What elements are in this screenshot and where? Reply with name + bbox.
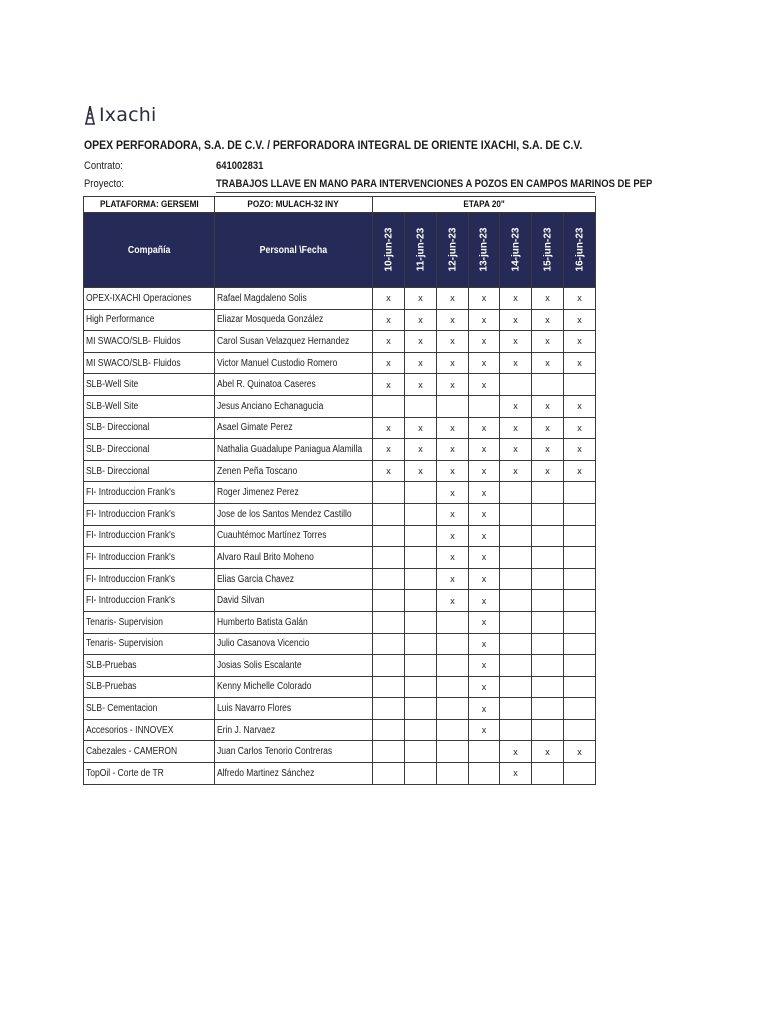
attendance-mark: x xyxy=(373,460,405,482)
company-cell: FI- Introduccion Frank's xyxy=(84,590,215,612)
etapa-header: ETAPA 20" xyxy=(373,197,596,213)
empty-cell xyxy=(437,395,469,417)
company-cell: FI- Introduccion Frank's xyxy=(84,525,215,547)
table-row xyxy=(84,352,596,374)
attendance-mark: x xyxy=(437,547,469,569)
attendance-mark: x xyxy=(469,547,500,569)
company-cell: Tenaris- Supervision xyxy=(84,611,215,633)
empty-cell xyxy=(532,698,564,720)
empty-cell xyxy=(373,503,405,525)
date-column-header: 16-jun-23 xyxy=(564,213,596,288)
personal-cell: Jose de los Santos Mendez Castillo xyxy=(215,503,373,525)
table-row xyxy=(84,655,596,677)
empty-cell xyxy=(437,741,469,763)
attendance-mark: x xyxy=(500,439,532,461)
date-column-header: 14-jun-23 xyxy=(500,213,532,288)
table-row xyxy=(84,288,596,310)
personal-cell: Josias Solis Escalante xyxy=(215,655,373,677)
empty-cell xyxy=(373,611,405,633)
empty-cell xyxy=(405,482,437,504)
empty-cell xyxy=(405,741,437,763)
attendance-mark: x xyxy=(469,482,500,504)
personal-cell: Luis Navarro Flores xyxy=(215,698,373,720)
proyecto-row xyxy=(84,178,723,190)
contrato-row xyxy=(84,160,271,172)
attendance-mark: x xyxy=(532,417,564,439)
proyecto-label: Proyecto: xyxy=(84,178,124,190)
attendance-mark: x xyxy=(437,590,469,612)
contrato-value: 641002831 xyxy=(216,160,264,172)
empty-cell xyxy=(437,763,469,785)
company-cell: SLB-Pruebas xyxy=(84,676,215,698)
empty-cell xyxy=(500,503,532,525)
personal-cell: David Silvan xyxy=(215,590,373,612)
attendance-mark: x xyxy=(469,525,500,547)
attendance-mark: x xyxy=(469,655,500,677)
personal-cell: Victor Manuel Custodio Romero xyxy=(215,352,373,374)
empty-cell xyxy=(532,611,564,633)
attendance-mark: x xyxy=(500,460,532,482)
date-column-header: 15-jun-23 xyxy=(532,213,564,288)
empty-cell xyxy=(500,374,532,396)
date-column-header: 13-jun-23 xyxy=(469,213,500,288)
attendance-mark: x xyxy=(469,288,500,310)
attendance-mark: x xyxy=(469,460,500,482)
empty-cell xyxy=(500,676,532,698)
attendance-mark: x xyxy=(564,741,596,763)
company-column-header: Compañía xyxy=(84,213,215,288)
table-row xyxy=(84,547,596,569)
empty-cell xyxy=(437,676,469,698)
attendance-mark: x xyxy=(469,568,500,590)
empty-cell xyxy=(500,590,532,612)
attendance-mark: x xyxy=(405,352,437,374)
attendance-mark: x xyxy=(532,741,564,763)
empty-cell xyxy=(564,719,596,741)
attendance-mark: x xyxy=(373,288,405,310)
empty-cell xyxy=(532,503,564,525)
attendance-mark: x xyxy=(373,374,405,396)
attendance-mark: x xyxy=(500,417,532,439)
empty-cell xyxy=(564,655,596,677)
empty-cell xyxy=(405,633,437,655)
empty-cell xyxy=(532,525,564,547)
table-row xyxy=(84,395,596,417)
company-cell: OPEX-IXACHI Operaciones xyxy=(84,288,215,310)
empty-cell xyxy=(500,547,532,569)
empty-cell xyxy=(373,395,405,417)
attendance-table xyxy=(83,196,596,785)
empty-cell xyxy=(437,633,469,655)
attendance-mark: x xyxy=(373,417,405,439)
empty-cell xyxy=(500,655,532,677)
personal-cell: Abel R. Quinatoa Caseres xyxy=(215,374,373,396)
attendance-mark: x xyxy=(469,633,500,655)
attendance-mark: x xyxy=(437,439,469,461)
company-cell: SLB- Direccional xyxy=(84,460,215,482)
personal-cell: Rafael Magdaleno Solis xyxy=(215,288,373,310)
empty-cell xyxy=(564,698,596,720)
attendance-mark: x xyxy=(469,331,500,353)
table-row xyxy=(84,676,596,698)
table-row xyxy=(84,525,596,547)
company-cell: SLB- Direccional xyxy=(84,417,215,439)
attendance-mark: x xyxy=(564,309,596,331)
attendance-mark: x xyxy=(405,331,437,353)
table-row xyxy=(84,741,596,763)
empty-cell xyxy=(564,763,596,785)
empty-cell xyxy=(564,633,596,655)
table-row xyxy=(84,309,596,331)
empty-cell xyxy=(405,525,437,547)
empty-cell xyxy=(500,698,532,720)
empty-cell xyxy=(405,763,437,785)
table-row xyxy=(84,503,596,525)
personal-cell: Alfredo Martinez Sánchez xyxy=(215,763,373,785)
attendance-mark: x xyxy=(564,460,596,482)
personal-cell: Zenen Peña Toscano xyxy=(215,460,373,482)
personal-cell: Julio Casanova Vicencio xyxy=(215,633,373,655)
empty-cell xyxy=(405,698,437,720)
table-row xyxy=(84,568,596,590)
table-row xyxy=(84,633,596,655)
attendance-mark: x xyxy=(532,460,564,482)
company-logo xyxy=(84,104,156,126)
empty-cell xyxy=(373,633,405,655)
empty-cell xyxy=(373,590,405,612)
empty-cell xyxy=(437,719,469,741)
empty-cell xyxy=(500,719,532,741)
table-row xyxy=(84,590,596,612)
company-cell: Cabezales - CAMERON xyxy=(84,741,215,763)
empty-cell xyxy=(532,633,564,655)
empty-cell xyxy=(437,698,469,720)
attendance-mark: x xyxy=(469,417,500,439)
attendance-mark: x xyxy=(469,309,500,331)
personal-column-header: Personal \Fecha xyxy=(215,213,373,288)
attendance-mark: x xyxy=(437,352,469,374)
table-row xyxy=(84,482,596,504)
empty-cell xyxy=(373,741,405,763)
company-cell: High Performance xyxy=(84,309,215,331)
personal-cell: Alvaro Raul Brito Moheno xyxy=(215,547,373,569)
empty-cell xyxy=(564,525,596,547)
attendance-mark: x xyxy=(437,331,469,353)
attendance-mark: x xyxy=(532,309,564,331)
company-cell: MI SWACO/SLB- Fluidos xyxy=(84,331,215,353)
empty-cell xyxy=(532,719,564,741)
personal-cell: Nathalia Guadalupe Paniagua Alamilla xyxy=(215,439,373,461)
personal-cell: Jesus Anciano Echanagucia xyxy=(215,395,373,417)
empty-cell xyxy=(469,741,500,763)
company-cell: SLB-Well Site xyxy=(84,395,215,417)
empty-cell xyxy=(373,676,405,698)
company-cell: SLB-Well Site xyxy=(84,374,215,396)
company-cell: FI- Introduccion Frank's xyxy=(84,482,215,504)
empty-cell xyxy=(532,676,564,698)
personal-cell: Carol Susan Velazquez Hernandez xyxy=(215,331,373,353)
empty-cell xyxy=(500,568,532,590)
empty-cell xyxy=(405,719,437,741)
empty-cell xyxy=(469,395,500,417)
contrato-label: Contrato: xyxy=(84,160,123,172)
attendance-mark: x xyxy=(437,309,469,331)
attendance-mark: x xyxy=(373,439,405,461)
attendance-mark: x xyxy=(532,395,564,417)
attendance-mark: x xyxy=(564,352,596,374)
attendance-mark: x xyxy=(469,439,500,461)
attendance-mark: x xyxy=(437,288,469,310)
empty-cell xyxy=(564,374,596,396)
attendance-mark: x xyxy=(437,417,469,439)
table-row xyxy=(84,698,596,720)
empty-cell xyxy=(564,482,596,504)
attendance-mark: x xyxy=(500,309,532,331)
empty-cell xyxy=(437,655,469,677)
table-row xyxy=(84,460,596,482)
attendance-mark: x xyxy=(437,482,469,504)
attendance-mark: x xyxy=(500,763,532,785)
empty-cell xyxy=(564,676,596,698)
proyecto-value: TRABAJOS LLAVE EN MANO PARA INTERVENCIONES A POZOS EN CAMPOS MARINOS DE PEP xyxy=(216,178,653,190)
attendance-mark: x xyxy=(532,331,564,353)
attendance-mark: x xyxy=(437,525,469,547)
attendance-mark: x xyxy=(469,590,500,612)
table-row xyxy=(84,439,596,461)
pozo-header: POZO: MULACH-32 INY xyxy=(215,197,373,213)
personal-cell: Juan Carlos Tenorio Contreras xyxy=(215,741,373,763)
company-cell: FI- Introduccion Frank's xyxy=(84,568,215,590)
table-row xyxy=(84,331,596,353)
personal-cell: Erin J. Narvaez xyxy=(215,719,373,741)
empty-cell xyxy=(405,655,437,677)
attendance-mark: x xyxy=(500,741,532,763)
attendance-mark: x xyxy=(437,460,469,482)
company-cell: MI SWACO/SLB- Fluidos xyxy=(84,352,215,374)
table-row xyxy=(84,611,596,633)
empty-cell xyxy=(373,482,405,504)
empty-cell xyxy=(532,482,564,504)
date-column-header: 11-jun-23 xyxy=(405,213,437,288)
attendance-mark: x xyxy=(564,331,596,353)
attendance-mark: x xyxy=(532,439,564,461)
personal-cell: Humberto Batista Galán xyxy=(215,611,373,633)
attendance-mark: x xyxy=(500,331,532,353)
personal-cell: Cuauhtémoc Martínez Torres xyxy=(215,525,373,547)
company-cell: TopOil - Corte de TR xyxy=(84,763,215,785)
attendance-mark: x xyxy=(405,309,437,331)
attendance-mark: x xyxy=(405,460,437,482)
empty-cell xyxy=(405,503,437,525)
logo-text: Ixachi xyxy=(99,104,157,126)
company-cell: Accesorios - INNOVEX xyxy=(84,719,215,741)
attendance-mark: x xyxy=(437,374,469,396)
attendance-mark: x xyxy=(500,352,532,374)
company-cell: SLB-Pruebas xyxy=(84,655,215,677)
empty-cell xyxy=(405,676,437,698)
empty-cell xyxy=(373,568,405,590)
empty-cell xyxy=(437,611,469,633)
empty-cell xyxy=(532,655,564,677)
attendance-mark: x xyxy=(469,676,500,698)
empty-cell xyxy=(469,763,500,785)
date-column-header: 12-jun-23 xyxy=(437,213,469,288)
table-row xyxy=(84,763,596,785)
empty-cell xyxy=(500,611,532,633)
attendance-mark: x xyxy=(373,309,405,331)
drilling-rig-icon xyxy=(84,105,96,125)
proyecto-underline xyxy=(216,192,595,193)
empty-cell xyxy=(500,633,532,655)
empty-cell xyxy=(405,611,437,633)
empty-cell xyxy=(500,482,532,504)
empty-cell xyxy=(564,568,596,590)
table-row xyxy=(84,719,596,741)
date-column-header: 10-jun-23 xyxy=(373,213,405,288)
empty-cell xyxy=(373,763,405,785)
company-cell: FI- Introduccion Frank's xyxy=(84,547,215,569)
empty-cell xyxy=(532,590,564,612)
empty-cell xyxy=(564,503,596,525)
empty-cell xyxy=(405,547,437,569)
table-row xyxy=(84,374,596,396)
attendance-mark: x xyxy=(564,395,596,417)
personal-cell: Eliazar Mosqueda González xyxy=(215,309,373,331)
empty-cell xyxy=(532,763,564,785)
empty-cell xyxy=(373,525,405,547)
personal-cell: Elias Garcia Chavez xyxy=(215,568,373,590)
company-heading: OPEX PERFORADORA, S.A. DE C.V. / PERFORADORA INTEGRAL DE ORIENTE IXACHI, S.A. DE C.V. xyxy=(84,138,583,152)
attendance-mark: x xyxy=(405,288,437,310)
attendance-mark: x xyxy=(564,288,596,310)
personal-cell: Roger Jimenez Perez xyxy=(215,482,373,504)
attendance-mark: x xyxy=(469,611,500,633)
attendance-mark: x xyxy=(469,719,500,741)
attendance-mark: x xyxy=(437,568,469,590)
attendance-mark: x xyxy=(469,352,500,374)
empty-cell xyxy=(532,374,564,396)
company-cell: SLB- Direccional xyxy=(84,439,215,461)
empty-cell xyxy=(373,698,405,720)
empty-cell xyxy=(564,611,596,633)
empty-cell xyxy=(373,547,405,569)
empty-cell xyxy=(564,547,596,569)
empty-cell xyxy=(405,590,437,612)
attendance-mark: x xyxy=(500,395,532,417)
attendance-mark: x xyxy=(469,698,500,720)
attendance-mark: x xyxy=(405,374,437,396)
table-row xyxy=(84,417,596,439)
attendance-mark: x xyxy=(469,503,500,525)
empty-cell xyxy=(564,590,596,612)
attendance-mark: x xyxy=(405,439,437,461)
plataforma-header: PLATAFORMA: GERSEMI xyxy=(84,197,215,213)
attendance-mark: x xyxy=(564,439,596,461)
attendance-mark: x xyxy=(469,374,500,396)
company-cell: FI- Introduccion Frank's xyxy=(84,503,215,525)
attendance-mark: x xyxy=(373,352,405,374)
empty-cell xyxy=(532,547,564,569)
attendance-mark: x xyxy=(564,417,596,439)
attendance-mark: x xyxy=(405,417,437,439)
attendance-mark: x xyxy=(437,503,469,525)
empty-cell xyxy=(373,719,405,741)
attendance-mark: x xyxy=(532,288,564,310)
attendance-mark: x xyxy=(500,288,532,310)
attendance-mark: x xyxy=(532,352,564,374)
empty-cell xyxy=(500,525,532,547)
empty-cell xyxy=(405,568,437,590)
empty-cell xyxy=(532,568,564,590)
company-cell: Tenaris- Supervision xyxy=(84,633,215,655)
empty-cell xyxy=(373,655,405,677)
personal-cell: Kenny Michelle Colorado xyxy=(215,676,373,698)
company-cell: SLB- Cementacion xyxy=(84,698,215,720)
personal-cell: Asael Gimate Perez xyxy=(215,417,373,439)
attendance-mark: x xyxy=(373,331,405,353)
empty-cell xyxy=(405,395,437,417)
